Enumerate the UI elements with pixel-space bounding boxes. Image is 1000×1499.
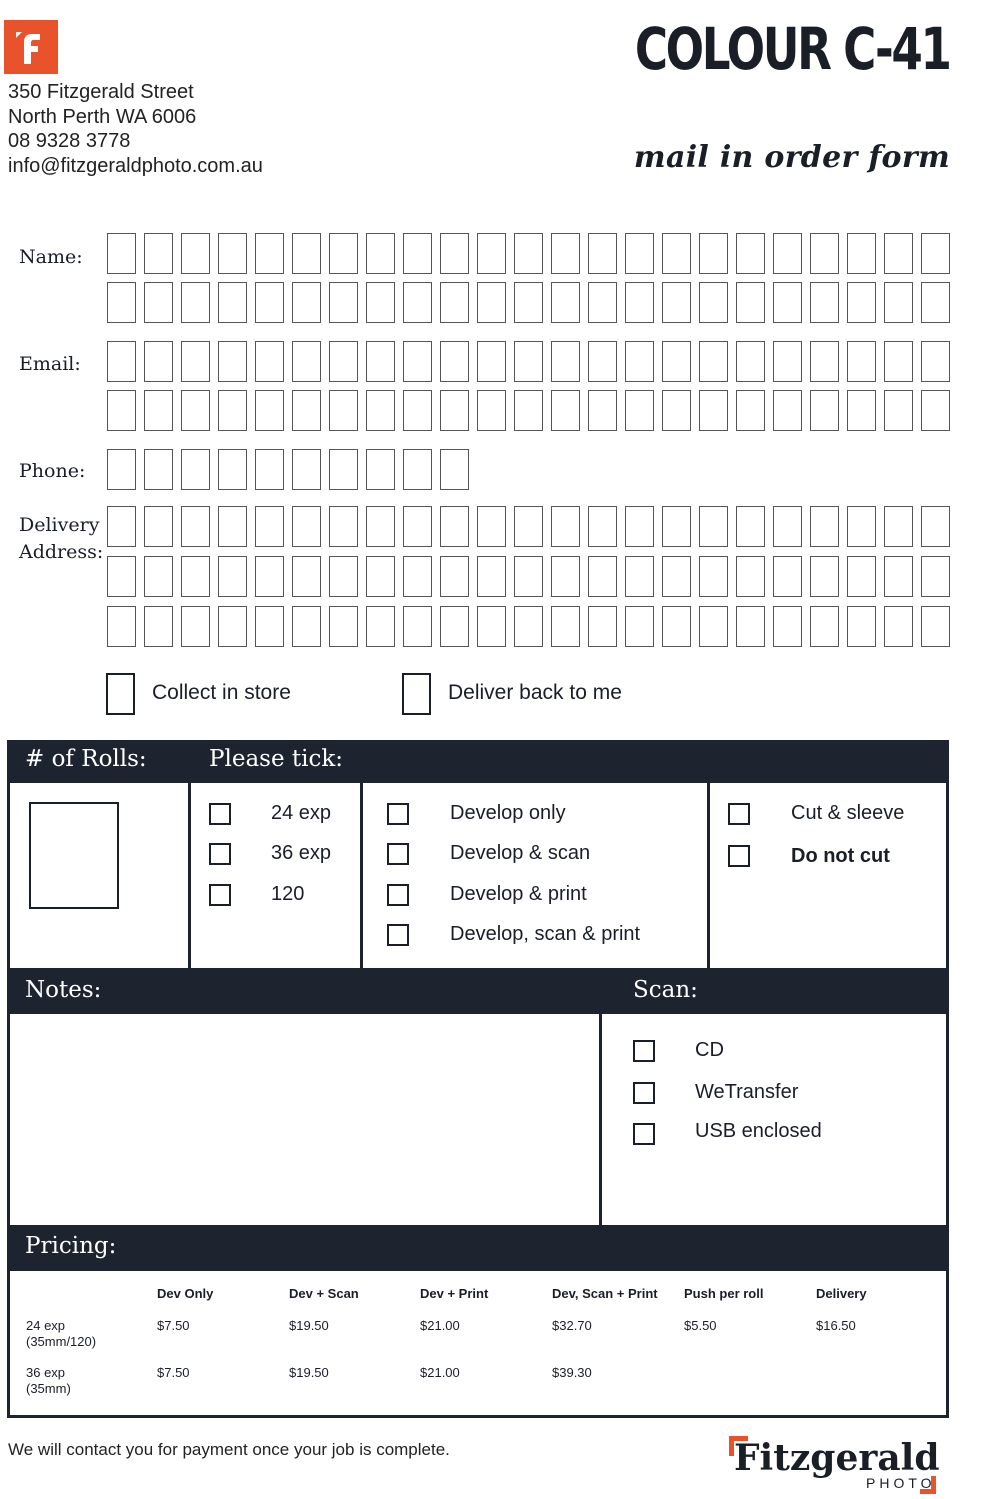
character-box[interactable] <box>403 606 432 647</box>
character-box[interactable] <box>218 606 247 647</box>
character-box[interactable] <box>107 341 136 382</box>
character-box[interactable] <box>884 606 913 647</box>
character-box[interactable] <box>107 556 136 597</box>
character-box[interactable] <box>773 606 802 647</box>
character-box[interactable] <box>847 233 876 274</box>
price-cell: $5.50 <box>684 1318 717 1333</box>
character-box[interactable] <box>255 233 284 274</box>
price-row-label <box>26 1318 96 1350</box>
format-120-checkbox[interactable] <box>209 884 231 906</box>
character-box[interactable] <box>218 449 247 490</box>
character-box[interactable] <box>921 606 950 647</box>
price-cell: $19.50 <box>289 1318 329 1333</box>
price-row-label-line1: 24 exp <box>26 1318 66 1333</box>
character-box[interactable] <box>477 390 506 431</box>
character-box[interactable] <box>810 390 839 431</box>
character-box[interactable] <box>292 233 321 274</box>
character-box[interactable] <box>403 341 432 382</box>
character-box[interactable] <box>699 282 728 323</box>
character-box[interactable] <box>736 282 765 323</box>
divider <box>599 1014 602 1228</box>
develop-only-checkbox[interactable] <box>387 803 409 825</box>
brand-logo-graphic <box>726 1430 952 1499</box>
character-box[interactable] <box>773 390 802 431</box>
character-box[interactable] <box>440 233 469 274</box>
character-box[interactable] <box>403 390 432 431</box>
character-box[interactable] <box>477 556 506 597</box>
phone-field-row[interactable] <box>107 449 469 490</box>
character-box[interactable] <box>329 506 358 547</box>
character-box[interactable] <box>773 506 802 547</box>
character-box[interactable] <box>884 506 913 547</box>
character-box[interactable] <box>440 606 469 647</box>
character-box[interactable] <box>403 233 432 274</box>
character-box[interactable] <box>810 556 839 597</box>
price-row-label-line2: (35mm/120) <box>26 1334 97 1349</box>
exp-36-label: 36 exp <box>271 842 332 864</box>
character-box[interactable] <box>514 341 543 382</box>
character-box[interactable] <box>366 449 395 490</box>
character-box[interactable] <box>921 341 950 382</box>
exp-24-label: 24 exp <box>271 802 332 824</box>
character-box[interactable] <box>588 606 617 647</box>
character-box[interactable] <box>144 282 173 323</box>
character-box[interactable] <box>588 282 617 323</box>
character-box[interactable] <box>366 282 395 323</box>
character-box[interactable] <box>440 449 469 490</box>
price-header: Dev + Print <box>420 1286 489 1301</box>
email-field-row-1[interactable] <box>107 341 950 382</box>
character-box[interactable] <box>551 606 580 647</box>
character-box[interactable] <box>847 606 876 647</box>
delivery-label-line1: Delivery <box>19 514 100 536</box>
character-box[interactable] <box>551 506 580 547</box>
character-box[interactable] <box>218 556 247 597</box>
character-box[interactable] <box>588 233 617 274</box>
email-label: Email: <box>19 353 81 375</box>
character-box[interactable] <box>514 506 543 547</box>
name-label: Name: <box>19 246 83 268</box>
character-box[interactable] <box>662 390 691 431</box>
divider <box>360 783 363 971</box>
character-box[interactable] <box>625 233 654 274</box>
character-box[interactable] <box>588 341 617 382</box>
cut-sleeve-label: Cut & sleeve <box>791 802 905 824</box>
character-box[interactable] <box>292 390 321 431</box>
character-box[interactable] <box>218 282 247 323</box>
character-box[interactable] <box>662 282 691 323</box>
rolls-count-input[interactable] <box>29 802 119 909</box>
character-box[interactable] <box>107 390 136 431</box>
price-cell: $7.50 <box>157 1365 190 1380</box>
character-box[interactable] <box>107 606 136 647</box>
delivery-label-line2: Address: <box>19 541 104 563</box>
character-box[interactable] <box>329 390 358 431</box>
name-field-row-1[interactable] <box>107 233 950 274</box>
character-box[interactable] <box>181 556 210 597</box>
character-box[interactable] <box>773 282 802 323</box>
character-box[interactable] <box>625 282 654 323</box>
price-row-label <box>26 1365 71 1397</box>
please-tick-heading: Please tick: <box>209 746 344 772</box>
character-box[interactable] <box>736 341 765 382</box>
character-box[interactable] <box>181 449 210 490</box>
character-box[interactable] <box>625 341 654 382</box>
character-box[interactable] <box>366 556 395 597</box>
do-not-cut-label: Do not cut <box>791 845 890 867</box>
logo-icon <box>4 20 58 74</box>
character-box[interactable] <box>181 341 210 382</box>
develop-print-checkbox[interactable] <box>387 884 409 906</box>
divider <box>188 783 191 971</box>
character-box[interactable] <box>514 282 543 323</box>
notes-heading: Notes: <box>25 977 102 1003</box>
payment-note: We will contact you for payment once your job is complete. <box>8 1440 450 1459</box>
exp-36-checkbox[interactable] <box>209 843 231 865</box>
character-box[interactable] <box>847 556 876 597</box>
character-box[interactable] <box>366 606 395 647</box>
character-box[interactable] <box>736 606 765 647</box>
character-box[interactable] <box>329 606 358 647</box>
character-box[interactable] <box>440 390 469 431</box>
character-box[interactable] <box>810 282 839 323</box>
character-box[interactable] <box>329 341 358 382</box>
character-box[interactable] <box>699 606 728 647</box>
character-box[interactable] <box>921 233 950 274</box>
scan-usb-checkbox[interactable] <box>633 1123 655 1145</box>
character-box[interactable] <box>255 506 284 547</box>
character-box[interactable] <box>921 390 950 431</box>
character-box[interactable] <box>773 556 802 597</box>
character-box[interactable] <box>366 233 395 274</box>
price-header: Dev, Scan + Print <box>552 1286 658 1301</box>
character-box[interactable] <box>810 606 839 647</box>
character-box[interactable] <box>514 606 543 647</box>
character-box[interactable] <box>329 233 358 274</box>
character-box[interactable] <box>292 556 321 597</box>
collect-in-store-label: Collect in store <box>152 681 291 704</box>
character-box[interactable] <box>625 390 654 431</box>
character-box[interactable] <box>588 506 617 547</box>
order-options-header <box>7 740 949 783</box>
character-box[interactable] <box>218 390 247 431</box>
character-box[interactable] <box>662 606 691 647</box>
character-box[interactable] <box>477 606 506 647</box>
character-box[interactable] <box>366 506 395 547</box>
character-box[interactable] <box>181 390 210 431</box>
character-box[interactable] <box>144 341 173 382</box>
page-subtitle: mail in order form <box>633 140 950 175</box>
character-box[interactable] <box>699 556 728 597</box>
divider <box>707 783 710 971</box>
character-box[interactable] <box>181 233 210 274</box>
price-cell: $39.30 <box>552 1365 592 1380</box>
pricing-heading: Pricing: <box>25 1233 117 1259</box>
format-120-label: 120 <box>271 883 305 905</box>
address-line-phone: 08 9328 3778 <box>8 130 131 152</box>
character-box[interactable] <box>218 341 247 382</box>
character-box[interactable] <box>514 233 543 274</box>
do-not-cut-checkbox[interactable] <box>728 845 750 867</box>
price-cell: $32.70 <box>552 1318 592 1333</box>
character-box[interactable] <box>551 556 580 597</box>
brand-name: Fitzgerald <box>734 1437 940 1479</box>
price-header: Push per roll <box>684 1286 764 1301</box>
character-box[interactable] <box>551 390 580 431</box>
address-line-email: info@fitzgeraldphoto.com.au <box>8 154 263 177</box>
character-box[interactable] <box>440 341 469 382</box>
price-cell: $19.50 <box>289 1365 329 1380</box>
develop-scan-print-checkbox[interactable] <box>387 924 409 946</box>
character-box[interactable] <box>625 506 654 547</box>
character-box[interactable] <box>255 390 284 431</box>
character-box[interactable] <box>107 449 136 490</box>
character-box[interactable] <box>144 506 173 547</box>
character-box[interactable] <box>107 282 136 323</box>
pricing-header <box>7 1228 949 1268</box>
exp-24-checkbox[interactable] <box>209 803 231 825</box>
character-box[interactable] <box>773 341 802 382</box>
price-cell: $21.00 <box>420 1318 460 1333</box>
character-box[interactable] <box>736 390 765 431</box>
scan-usb-label: USB enclosed <box>695 1120 822 1142</box>
character-box[interactable] <box>403 282 432 323</box>
character-box[interactable] <box>292 282 321 323</box>
character-box[interactable] <box>699 341 728 382</box>
character-box[interactable] <box>477 506 506 547</box>
name-field-row-2[interactable] <box>107 282 950 323</box>
character-box[interactable] <box>366 390 395 431</box>
brand-logo <box>726 1430 952 1499</box>
character-box[interactable] <box>366 341 395 382</box>
character-box[interactable] <box>884 282 913 323</box>
price-row-label-line1: 36 exp <box>26 1365 66 1380</box>
character-box[interactable] <box>921 282 950 323</box>
character-box[interactable] <box>329 449 358 490</box>
scan-wetransfer-label: WeTransfer <box>695 1081 799 1103</box>
character-box[interactable] <box>514 390 543 431</box>
character-box[interactable] <box>144 390 173 431</box>
character-box[interactable] <box>736 506 765 547</box>
character-box[interactable] <box>551 233 580 274</box>
price-header: Dev Only <box>157 1286 214 1301</box>
address-field-row-2[interactable] <box>107 556 950 597</box>
character-box[interactable] <box>329 556 358 597</box>
scan-cd-label: CD <box>695 1039 724 1061</box>
character-box[interactable] <box>403 449 432 490</box>
deliver-back-checkbox[interactable] <box>402 673 431 715</box>
character-box[interactable] <box>477 233 506 274</box>
develop-only-label: Develop only <box>450 802 566 824</box>
character-box[interactable] <box>181 282 210 323</box>
character-box[interactable] <box>588 390 617 431</box>
price-header: Delivery <box>816 1286 867 1301</box>
character-box[interactable] <box>662 556 691 597</box>
character-box[interactable] <box>884 556 913 597</box>
character-box[interactable] <box>847 506 876 547</box>
scan-cd-checkbox[interactable] <box>633 1040 655 1062</box>
character-box[interactable] <box>440 506 469 547</box>
price-cell: $21.00 <box>420 1365 460 1380</box>
character-box[interactable] <box>181 606 210 647</box>
character-box[interactable] <box>218 233 247 274</box>
rolls-heading: # of Rolls: <box>25 746 147 772</box>
character-box[interactable] <box>921 506 950 547</box>
notes-textarea[interactable] <box>11 1016 597 1226</box>
character-box[interactable] <box>699 233 728 274</box>
character-box[interactable] <box>218 506 247 547</box>
character-box[interactable] <box>440 282 469 323</box>
character-box[interactable] <box>440 556 469 597</box>
character-box[interactable] <box>292 341 321 382</box>
character-box[interactable] <box>144 449 173 490</box>
character-box[interactable] <box>292 449 321 490</box>
character-box[interactable] <box>588 556 617 597</box>
character-box[interactable] <box>625 606 654 647</box>
address-field-row-1[interactable] <box>107 506 950 547</box>
character-box[interactable] <box>144 606 173 647</box>
character-box[interactable] <box>810 506 839 547</box>
character-box[interactable] <box>292 506 321 547</box>
character-box[interactable] <box>551 282 580 323</box>
price-cell: $7.50 <box>157 1318 190 1333</box>
character-box[interactable] <box>477 341 506 382</box>
character-box[interactable] <box>810 341 839 382</box>
page-title: COLOUR C-41 <box>635 15 950 83</box>
character-box[interactable] <box>255 282 284 323</box>
price-row-label-line2: (35mm) <box>26 1381 71 1396</box>
character-box[interactable] <box>847 390 876 431</box>
character-box[interactable] <box>255 449 284 490</box>
character-box[interactable] <box>884 233 913 274</box>
character-box[interactable] <box>699 390 728 431</box>
character-box[interactable] <box>255 556 284 597</box>
address-field-row-3[interactable] <box>107 606 950 647</box>
character-box[interactable] <box>144 233 173 274</box>
character-box[interactable] <box>884 390 913 431</box>
character-box[interactable] <box>847 282 876 323</box>
character-box[interactable] <box>625 556 654 597</box>
character-box[interactable] <box>107 506 136 547</box>
cut-sleeve-checkbox[interactable] <box>728 803 750 825</box>
deliver-back-label: Deliver back to me <box>448 681 622 704</box>
character-box[interactable] <box>255 606 284 647</box>
character-box[interactable] <box>181 506 210 547</box>
develop-scan-checkbox[interactable] <box>387 843 409 865</box>
develop-scan-label: Develop & scan <box>450 842 591 864</box>
develop-scan-print-label: Develop, scan & print <box>450 923 641 945</box>
character-box[interactable] <box>773 233 802 274</box>
address-line-street: 350 Fitzgerald Street <box>8 81 194 103</box>
character-box[interactable] <box>107 233 136 274</box>
price-cell: $16.50 <box>816 1318 856 1333</box>
character-box[interactable] <box>255 341 284 382</box>
character-box[interactable] <box>551 341 580 382</box>
contact-address <box>8 80 263 178</box>
character-box[interactable] <box>329 282 358 323</box>
email-field-row-2[interactable] <box>107 390 950 431</box>
character-box[interactable] <box>477 282 506 323</box>
character-box[interactable] <box>403 556 432 597</box>
develop-print-label: Develop & print <box>450 883 587 905</box>
character-box[interactable] <box>144 556 173 597</box>
scan-heading: Scan: <box>633 977 698 1003</box>
brand-sub: PHOTO <box>866 1475 936 1491</box>
price-header: Dev + Scan <box>289 1286 359 1301</box>
character-box[interactable] <box>884 341 913 382</box>
scan-wetransfer-checkbox[interactable] <box>633 1082 655 1104</box>
character-box[interactable] <box>699 506 728 547</box>
character-box[interactable] <box>921 556 950 597</box>
character-box[interactable] <box>847 341 876 382</box>
notes-scan-header <box>7 971 949 1014</box>
character-box[interactable] <box>662 506 691 547</box>
character-box[interactable] <box>736 233 765 274</box>
character-box[interactable] <box>403 506 432 547</box>
address-line-suburb: North Perth WA 6006 <box>8 105 197 128</box>
character-box[interactable] <box>292 606 321 647</box>
character-box[interactable] <box>662 341 691 382</box>
character-box[interactable] <box>736 556 765 597</box>
collect-in-store-checkbox[interactable] <box>106 673 135 715</box>
character-box[interactable] <box>514 556 543 597</box>
phone-label: Phone: <box>19 460 86 482</box>
character-box[interactable] <box>662 233 691 274</box>
character-box[interactable] <box>810 233 839 274</box>
